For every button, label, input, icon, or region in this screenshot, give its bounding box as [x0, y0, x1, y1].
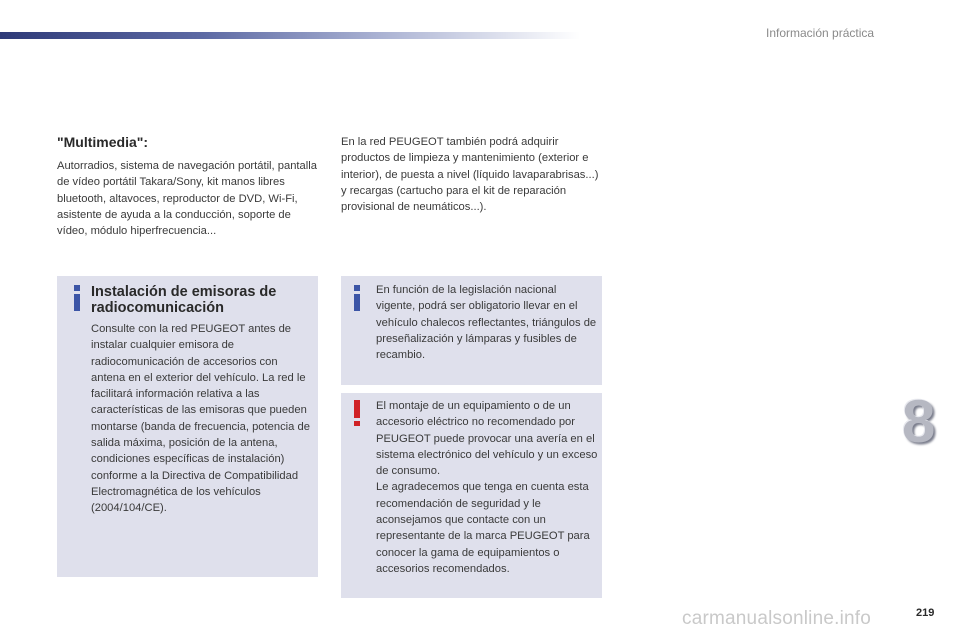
warning-paragraph-2: Le agradecemos que tenga en cuenta esta recomendación de seguridad y le aconsejamos que contacte con un representante de la marca PEUGEOT para conocer la gama de equipamientos o accesorios recomendados. [376, 481, 590, 575]
section-title: Información práctica [766, 26, 875, 40]
chapter-number: 8 [902, 388, 936, 455]
electrical-warning-panel [341, 393, 602, 598]
products-text: En la red PEUGEOT también podrá adquirir productos de limpieza y mantenimiento (exterior e interior), de puesta a nivel (líquido lavaparabrisas...) y recargas (cartucho para el kit de reparación provisional de neumáticos...). [341, 136, 599, 214]
watermark: carmanualsonline.info [682, 608, 872, 629]
radio-installation-panel [57, 276, 318, 577]
info-icon [72, 285, 82, 311]
legislation-info-panel [341, 276, 602, 385]
radio-installation-heading: Instalación de emisoras de radiocomunicación [91, 284, 277, 316]
electrical-warning-text [376, 398, 600, 577]
warning-icon [352, 400, 362, 426]
info-icon [352, 285, 362, 311]
page-number: 219 [916, 607, 935, 619]
legislation-info-text: En función de la legislación nacional vigente, podrá ser obligatorio llevar en el vehículo chalecos reflectantes, triángulos de preseñalización y lámparas y fusibles de recambio. [376, 284, 597, 362]
warning-paragraph-1: El montaje de un equipamiento o de un accesorio eléctrico no recomendado por PEUGEOT puede provocar una avería en el sistema electrónico del vehículo y un exceso de consumo. [376, 400, 598, 478]
multimedia-text: Autorradios, sistema de navegación portátil, pantalla de vídeo portátil Takara/Sony, kit manos libres bluetooth, altavoces, reproductor de DVD, Wi-Fi, asistente de ayuda a la conducción, soporte de vídeo, módulo hiperfrecuencia... [57, 160, 317, 238]
header-gradient-bar [0, 32, 580, 39]
radio-installation-text: Consulte con la red PEUGEOT antes de instalar cualquier emisora de radiocomunicación de accesorios con antena en el exterior del vehículo. La red le facilitará información relativa a las características de las emisoras que pueden montarse (banda de frecuencia, potencia de salida máxima, posición de la antena, condiciones específicas de instalación) conforme a la Directiva de Compatibilidad Electromagnética de los vehículos (2004/104/CE). [91, 323, 310, 515]
multimedia-heading: "Multimedia": [57, 134, 149, 150]
